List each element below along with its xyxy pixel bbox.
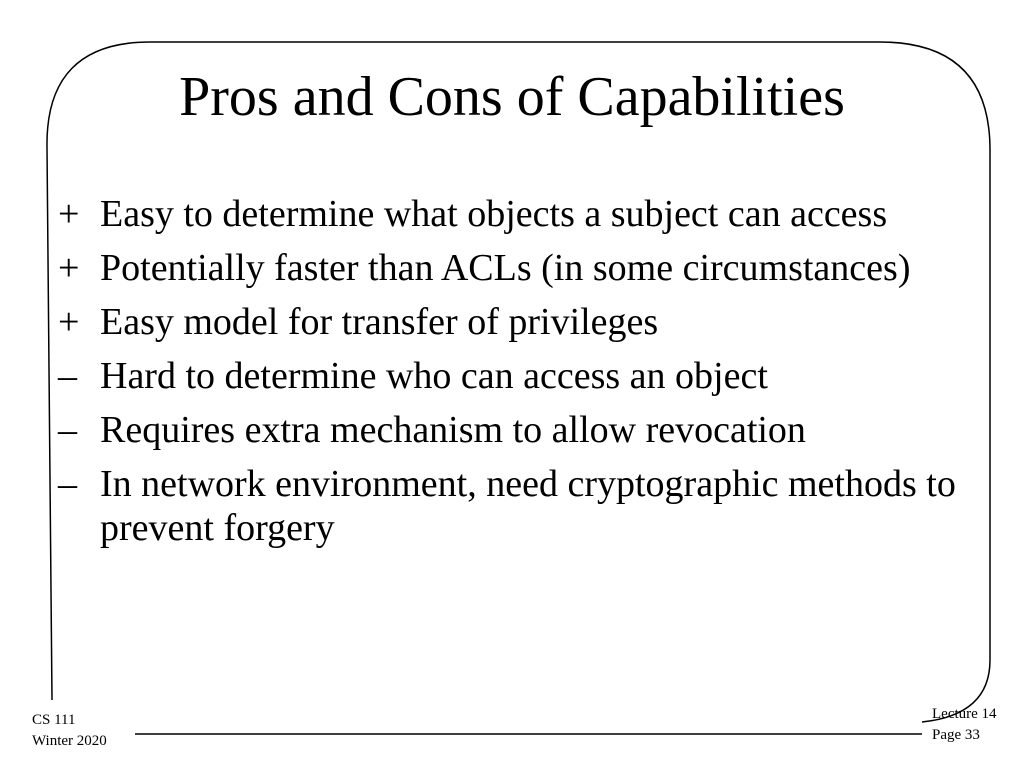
footer-lecture-info <box>932 704 997 746</box>
bullet-item <box>58 192 978 236</box>
bullet-marker: – <box>58 355 77 397</box>
bullet-text: Potentially faster than ACLs (in some circumstances) <box>100 247 911 289</box>
bullet-marker: – <box>58 409 77 451</box>
footer-course-info <box>32 710 107 752</box>
slide-title: Pros and Cons of Capabilities <box>179 66 845 128</box>
bullet-item <box>58 408 978 452</box>
bullet-item <box>58 354 978 398</box>
bullet-text: Hard to determine who can access an object <box>100 355 768 397</box>
bullet-item <box>58 300 978 344</box>
bullet-list <box>58 192 978 560</box>
bullet-marker: – <box>58 463 77 505</box>
bullet-item <box>58 462 978 550</box>
bullet-marker: + <box>58 193 80 235</box>
footer-lecture: Lecture 14 <box>932 706 997 722</box>
bullet-text: Requires extra mechanism to allow revocation <box>100 409 806 451</box>
bullet-text: In network environment, need cryptographic methods to prevent forgery <box>100 463 956 549</box>
footer-page-number: Page 33 <box>932 727 980 743</box>
bullet-text: Easy to determine what objects a subject can access <box>100 193 888 235</box>
bullet-item <box>58 246 978 290</box>
bullet-marker: + <box>58 301 80 343</box>
bullet-marker: + <box>58 247 80 289</box>
footer-course: CS 111 <box>32 712 76 728</box>
bullet-text: Easy model for transfer of privileges <box>100 301 659 343</box>
footer-term: Winter 2020 <box>32 733 107 749</box>
